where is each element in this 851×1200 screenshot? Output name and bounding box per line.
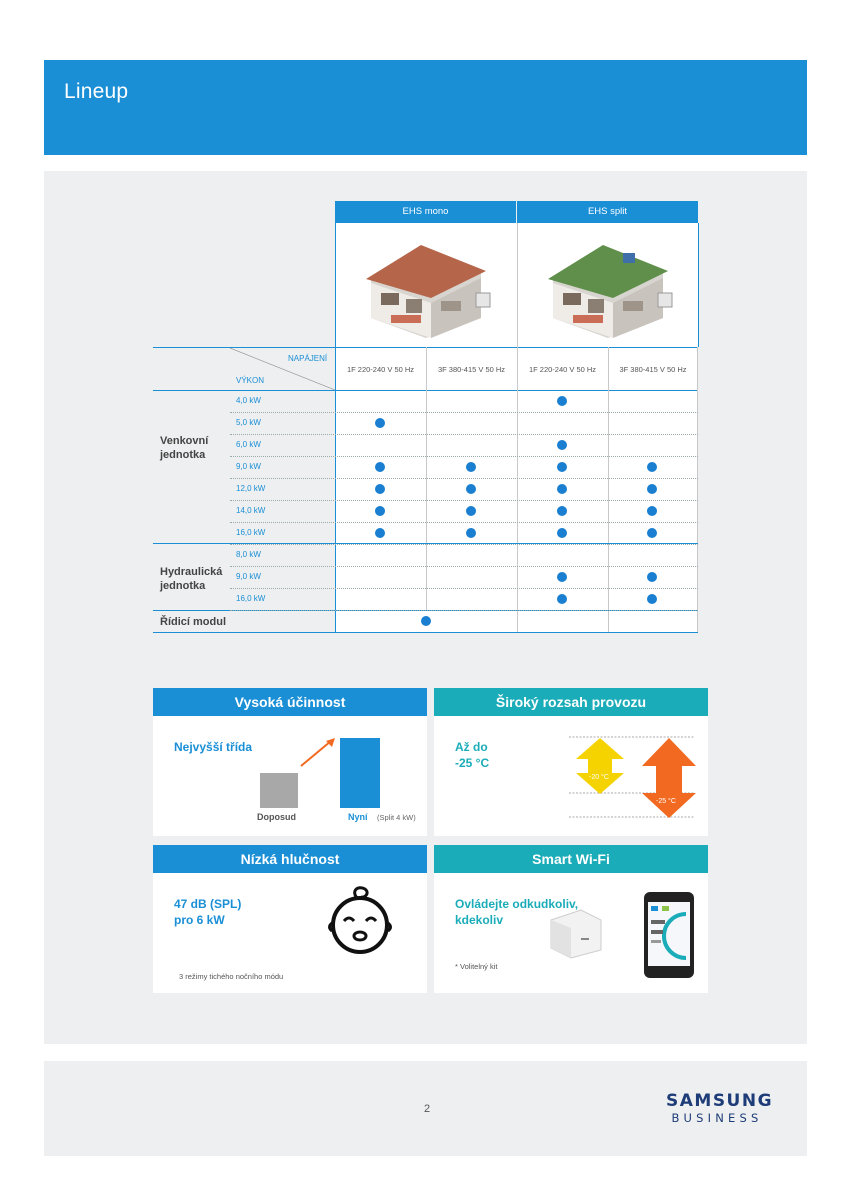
- availability-dot: [557, 594, 567, 604]
- card-range-title: Široký rozsah provozu: [434, 688, 708, 716]
- samsung-business-logo: [666, 1091, 774, 1125]
- availability-dot: [466, 506, 476, 516]
- row-capacity-label: 5,0 kW: [236, 418, 261, 427]
- noise-text-l1: 47 dB (SPL): [174, 897, 242, 911]
- label-now: Nyní: [348, 812, 368, 822]
- availability-dot: [466, 484, 476, 494]
- control-module-label: Řídicí modul: [160, 616, 226, 628]
- row-capacity-label: 14,0 kW: [236, 506, 266, 515]
- col-head-mono-1f: 1F 220-240 V 50 Hz: [346, 365, 415, 374]
- card-wifi: [434, 845, 708, 993]
- bar-now: [340, 738, 380, 808]
- baby-face-icon: [325, 883, 395, 958]
- availability-dot: [647, 528, 657, 538]
- availability-dot: [557, 506, 567, 516]
- efficiency-text: Nejvyšší třída: [174, 740, 253, 754]
- page-footer: [44, 1061, 807, 1156]
- label-note: (Split 4 kW): [377, 813, 416, 822]
- arrow-yellow: [576, 738, 624, 794]
- availability-dot: [375, 462, 385, 472]
- availability-dot: [557, 484, 567, 494]
- row-capacity-label: 6,0 kW: [236, 440, 261, 449]
- temperature-arrows: [564, 733, 699, 828]
- row-capacity-label: 8,0 kW: [236, 550, 261, 559]
- availability-dot: [466, 462, 476, 472]
- label-before: Doposud: [257, 812, 296, 822]
- wifi-text-l2: kdekoliv: [455, 913, 504, 927]
- col-head-split-1f: 1F 220-240 V 50 Hz: [528, 365, 597, 374]
- group-label-hydro-l1: Hydraulická: [160, 566, 223, 578]
- noise-note: 3 režimy tichého nočního módu: [179, 972, 284, 981]
- page-header: [44, 60, 807, 155]
- group-label-hydro: [160, 565, 222, 593]
- page-number: 2: [423, 1103, 431, 1115]
- table-row: [230, 478, 698, 501]
- table-row: [230, 500, 698, 523]
- house-split-illustration: [518, 223, 698, 347]
- table-row: [230, 522, 698, 545]
- table-row: [230, 434, 698, 457]
- group-label-outdoor: [160, 434, 208, 462]
- wifi-kit-icon: [546, 900, 606, 960]
- row-capacity-label: 12,0 kW: [236, 484, 266, 493]
- table-row: [230, 544, 698, 567]
- product-header-split: EHS split: [517, 201, 698, 223]
- availability-dot: [647, 572, 657, 582]
- content-panel: [44, 171, 807, 1044]
- range-text-l2: -25 °C: [455, 756, 490, 770]
- corner-bottom-label: VÝKON: [236, 376, 265, 385]
- group-label-outdoor-l1: Venkovní: [160, 435, 209, 447]
- group-label-outdoor-l2: jednotka: [160, 449, 206, 461]
- card-noise-title: Nízká hlučnost: [153, 845, 427, 873]
- table-row: [230, 412, 698, 435]
- table-row: [230, 390, 698, 413]
- availability-dot: [647, 594, 657, 604]
- row-capacity-label: 9,0 kW: [236, 572, 261, 581]
- availability-dot: [466, 528, 476, 538]
- row-capacity-label: 9,0 kW: [236, 462, 261, 471]
- availability-dot: [375, 418, 385, 428]
- table-row: [230, 588, 698, 611]
- card-range: [434, 688, 708, 836]
- availability-dot: [375, 484, 385, 494]
- availability-dot: [557, 572, 567, 582]
- bar-before: [260, 773, 298, 808]
- corner-top-label: NAPÁJENÍ: [288, 354, 328, 363]
- row-capacity-label: 16,0 kW: [236, 528, 266, 537]
- availability-dot: [647, 462, 657, 472]
- col-head-split-3f: 3F 380-415 V 50 Hz: [619, 365, 687, 374]
- wifi-note: * Volitelný kit: [455, 962, 498, 971]
- group-label-hydro-l2: jednotka: [160, 580, 206, 592]
- availability-dot: [375, 528, 385, 538]
- house-image-split: [517, 223, 699, 347]
- arrow2-label: -25 °C: [656, 798, 676, 805]
- logo-line-2: BUSINESS: [671, 1111, 763, 1125]
- wifi-text-l1: Ovládejte odkudkoliv,: [455, 897, 579, 911]
- logo-line-1: SAMSUNG: [666, 1091, 774, 1111]
- availability-dot: [647, 506, 657, 516]
- table-bottom-line: [153, 632, 698, 633]
- control-module-dot: [421, 616, 431, 626]
- row-capacity-label: 4,0 kW: [236, 396, 261, 405]
- smartphone-icon: [642, 890, 696, 980]
- arrow1-label: -20 °C: [589, 774, 609, 781]
- col-head-mono-3f: 3F 380-415 V 50 Hz: [437, 365, 506, 374]
- up-arrow-icon: [298, 736, 338, 770]
- availability-dot: [557, 440, 567, 450]
- card-wifi-title: Smart Wi-Fi: [434, 845, 708, 873]
- card-efficiency-title: Vysoká účinnost: [153, 688, 427, 716]
- card-efficiency: [153, 688, 427, 836]
- house-mono-illustration: [336, 223, 517, 347]
- table-row: [230, 566, 698, 589]
- house-image-mono: [335, 223, 518, 347]
- product-header-mono: EHS mono: [335, 201, 516, 223]
- table-row: [230, 456, 698, 479]
- availability-dot: [375, 506, 385, 516]
- lineup-table: [153, 201, 698, 633]
- page-title: Lineup: [64, 80, 129, 103]
- availability-dot: [557, 528, 567, 538]
- row-capacity-label: 16,0 kW: [236, 594, 266, 603]
- card-noise: [153, 845, 427, 993]
- availability-dot: [557, 462, 567, 472]
- range-text-l1: Až do: [455, 740, 488, 754]
- availability-dot: [647, 484, 657, 494]
- availability-dot: [557, 396, 567, 406]
- noise-text-l2: pro 6 kW: [174, 913, 225, 927]
- arrow-orange: [642, 738, 696, 818]
